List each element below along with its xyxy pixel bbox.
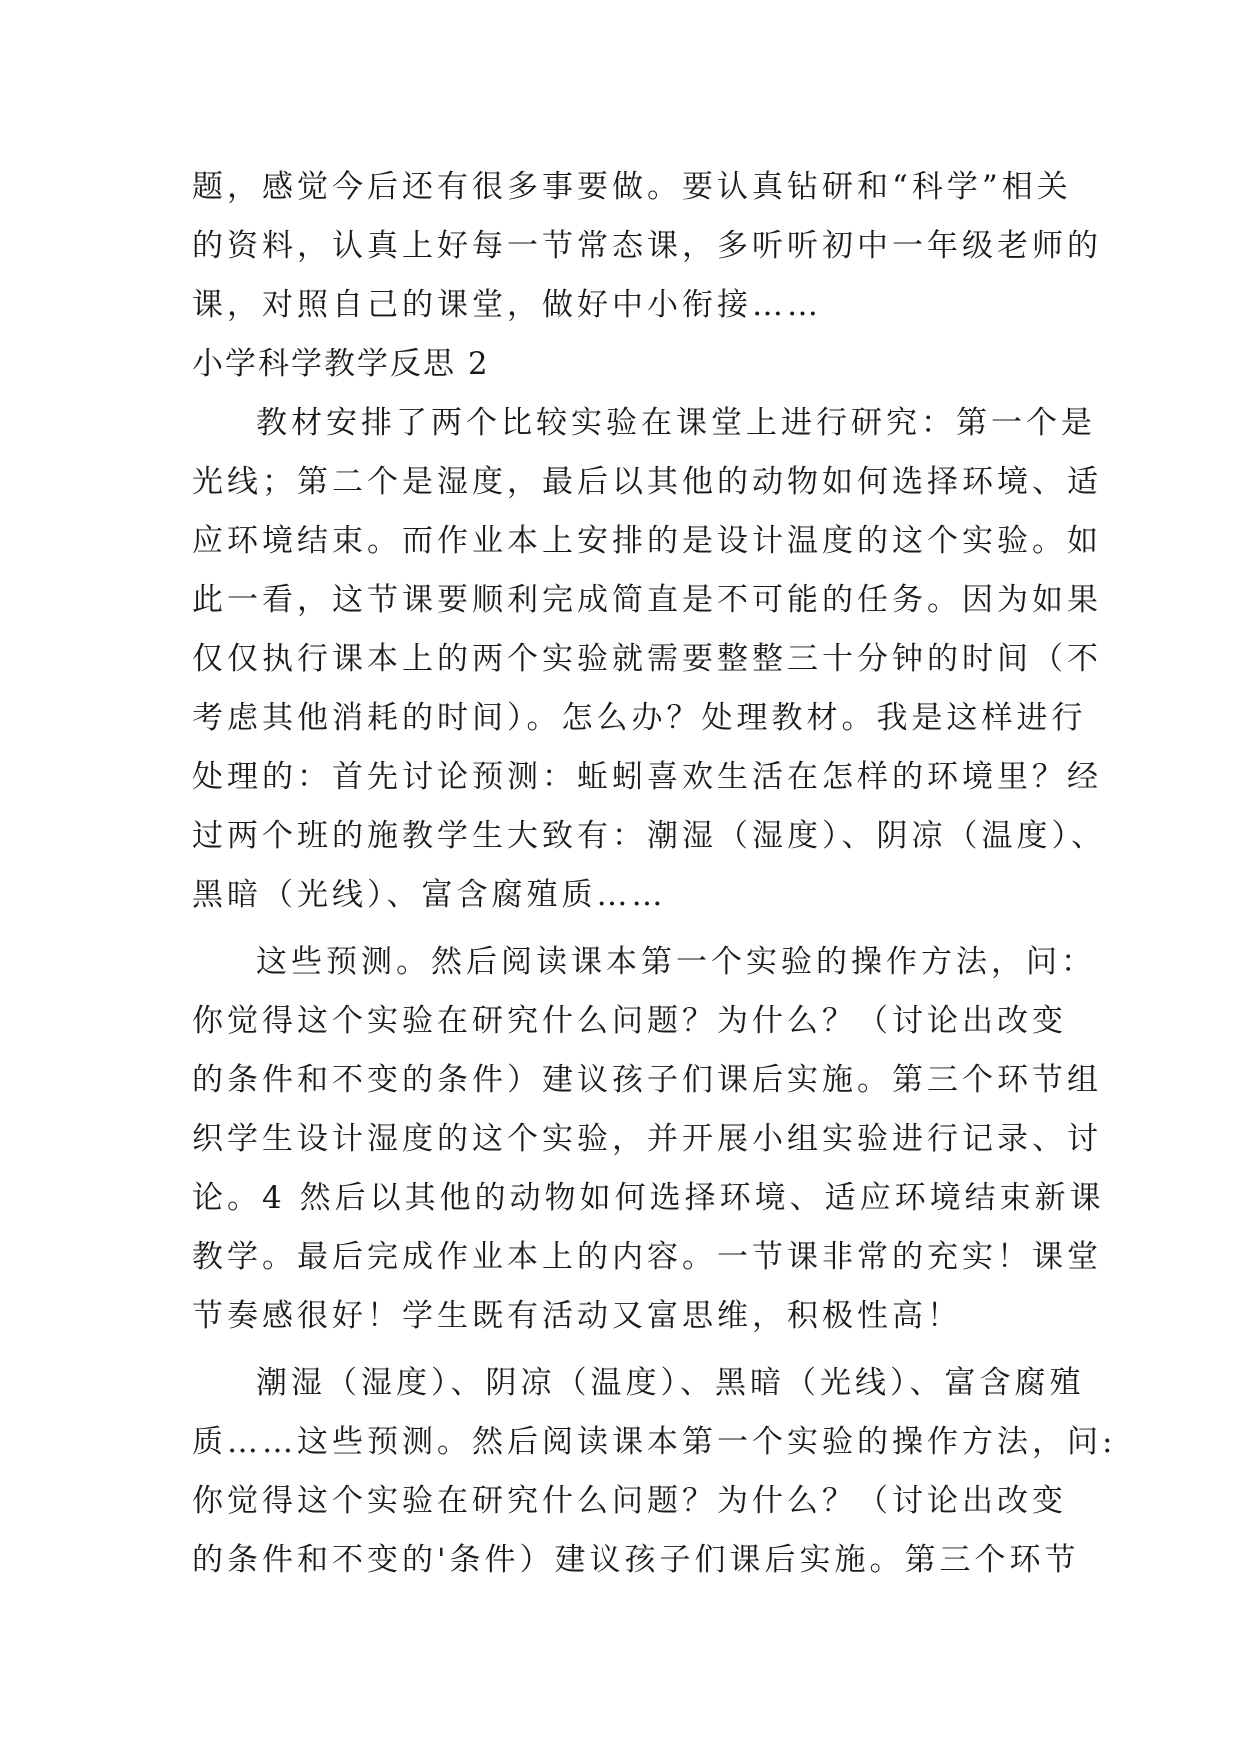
text-line: 论。4 然后以其他的动物如何选择环境、适应环境结束新课 <box>192 1180 1105 1216</box>
text-line: 潮湿（湿度）、阴凉（温度）、黑暗（光线）、富含腐殖 <box>256 1365 1085 1401</box>
text-line: 的条件和不变的条件）建议孩子们课后实施。第三个环节组 <box>192 1062 1102 1098</box>
text-line: 这些预测。然后阅读课本第一个实验的操作方法，问： <box>256 944 1096 980</box>
document-body <box>192 158 1117 1590</box>
text-line: 仅仅执行课本上的两个实验就需要整整三十分钟的时间（不 <box>192 641 1102 677</box>
text-line: 织学生设计湿度的这个实验，并开展小组实验进行记录、讨 <box>192 1121 1102 1157</box>
section-title: 小学科学教学反思 2 <box>192 346 490 382</box>
text-line: 考虑其他消耗的时间）。怎么办？处理教材。我是这样进行 <box>192 700 1087 736</box>
text-line: 此一看，这节课要顺利完成简直是不可能的任务。因为如果 <box>192 582 1102 618</box>
text-line: 教学。最后完成作业本上的内容。一节课非常的充实！课堂 <box>192 1239 1102 1275</box>
paragraph-teaching-material <box>192 394 1106 925</box>
text-line: 的资料，认真上好每一节常态课，多听听初中一年级老师的 <box>192 228 1102 264</box>
text-line: 题，感觉今后还有很多事要做。要认真钻研和“科学”相关 <box>192 169 1072 205</box>
text-line: 质……这些预测。然后阅读课本第一个实验的操作方法，问: <box>192 1424 1117 1460</box>
text-line: 黑暗（光线）、富含腐殖质…… <box>192 877 667 913</box>
text-line: 过两个班的施教学生大致有：潮湿（湿度）、阴凉（温度）、 <box>192 818 1106 854</box>
text-line: 光线；第二个是湿度，最后以其他的动物如何选择环境、适 <box>192 464 1102 500</box>
text-line: 应环境结束。而作业本上安排的是设计温度的这个实验。如 <box>192 523 1102 559</box>
text-line: 的条件和不变的'条件）建议孩子们课后实施。第三个环节 <box>192 1542 1080 1578</box>
text-line: 节奏感很好！学生既有活动又富思维，积极性高！ <box>192 1298 962 1334</box>
text-line: 你觉得这个实验在研究什么问题？为什么？（讨论出改变 <box>192 1483 1067 1519</box>
text-line: 课，对照自己的课堂，做好中小衔接…… <box>192 287 822 323</box>
text-line: 教材安排了两个比较实验在课堂上进行研究：第一个是 <box>256 405 1096 441</box>
paragraph-continued <box>192 158 1102 335</box>
paragraph-repeated <box>192 1354 1117 1590</box>
paragraph-predictions <box>192 933 1105 1346</box>
text-line: 处理的：首先讨论预测：蚯蚓喜欢生活在怎样的环境里？经 <box>192 759 1102 795</box>
text-line: 你觉得这个实验在研究什么问题？为什么？（讨论出改变 <box>192 1003 1067 1039</box>
